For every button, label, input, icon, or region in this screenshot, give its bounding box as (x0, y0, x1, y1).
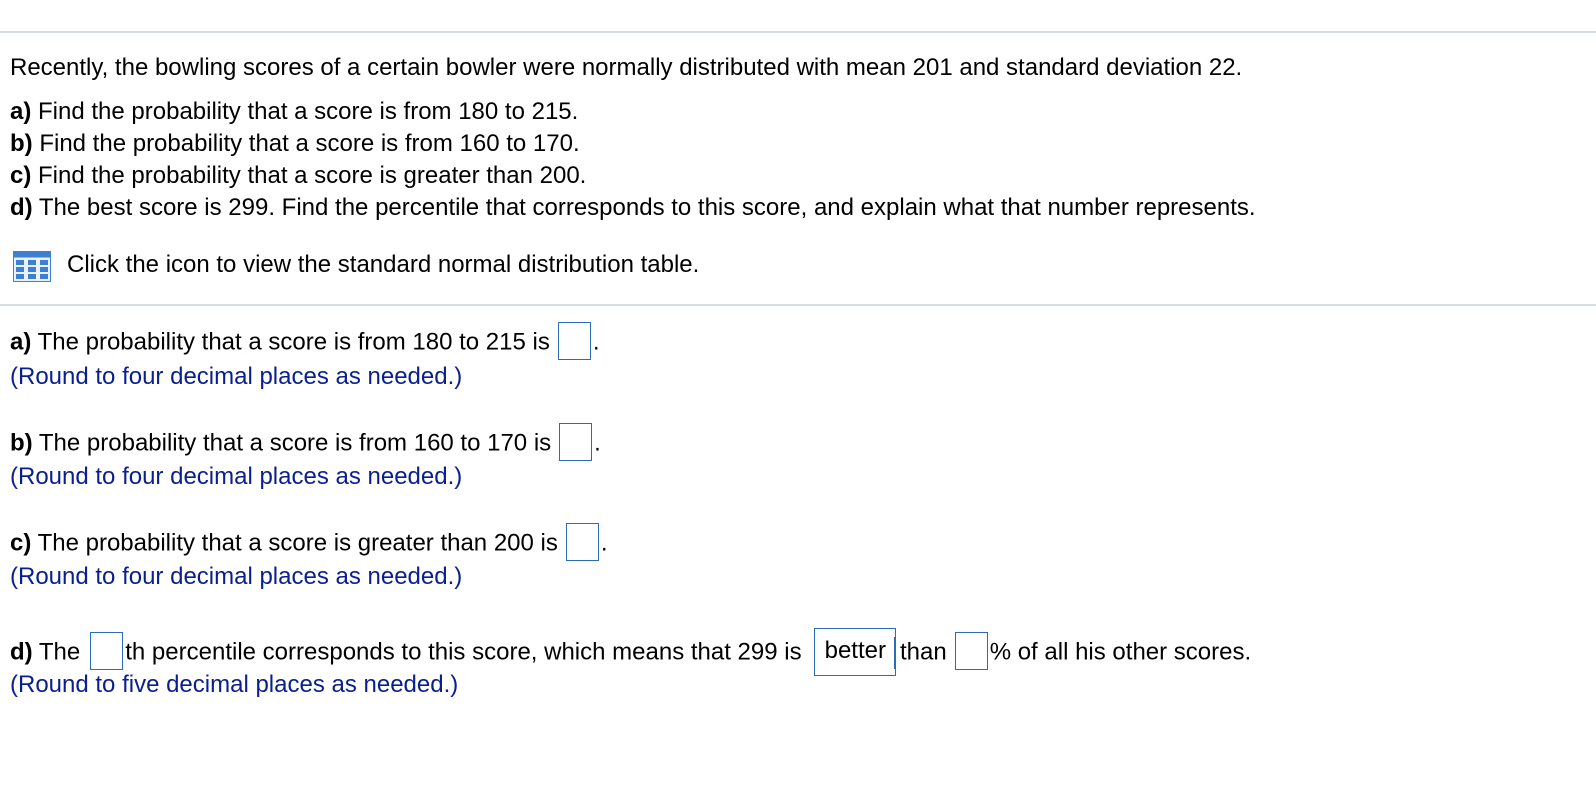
top-divider (0, 31, 1596, 33)
comparison-dropdown-value: better (824, 637, 886, 664)
dropdown-separator (894, 637, 895, 669)
answer-d-row: d) The th percentile corresponds to this score, which means that 299 is better than % of all his other scores. (10, 629, 1251, 677)
answer-a-row: a) The probability that a score is from 180 to 215 is . (10, 324, 600, 362)
section-divider (0, 304, 1596, 306)
question-part-a: a) Find the probability that a score is from 180 to 215. (10, 98, 579, 125)
answer-b-row: b) The probability that a score is from 160 to 170 is . (10, 425, 601, 463)
answer-b-input[interactable] (559, 423, 592, 461)
question-part-d: d) The best score is 299. Find the percentile that corresponds to this score, and explain what that number represents. (10, 194, 1256, 221)
percentile-input[interactable] (90, 632, 123, 670)
answer-d-hint: (Round to five decimal places as needed.) (10, 671, 459, 698)
answer-a-hint: (Round to four decimal places as needed.) (10, 363, 463, 390)
question-intro: Recently, the bowling scores of a certain bowler were normally distributed with mean 201 and standard deviation 22. (10, 54, 1243, 81)
table-link-text: Click the icon to view the standard normal distribution table. (67, 251, 700, 278)
answer-b-hint: (Round to four decimal places as needed.) (10, 463, 463, 490)
percent-input[interactable] (955, 632, 988, 670)
answer-c-input[interactable] (566, 523, 599, 561)
answer-c-hint: (Round to four decimal places as needed.) (10, 563, 463, 590)
table-icon[interactable] (13, 251, 51, 282)
question-part-b: b) Find the probability that a score is from 160 to 170. (10, 130, 580, 157)
comparison-dropdown[interactable] (814, 628, 896, 676)
question-part-c: c) Find the probability that a score is greater than 200. (10, 162, 587, 189)
answer-a-input[interactable] (558, 322, 591, 360)
answer-c-row: c) The probability that a score is greater than 200 is . (10, 525, 608, 563)
